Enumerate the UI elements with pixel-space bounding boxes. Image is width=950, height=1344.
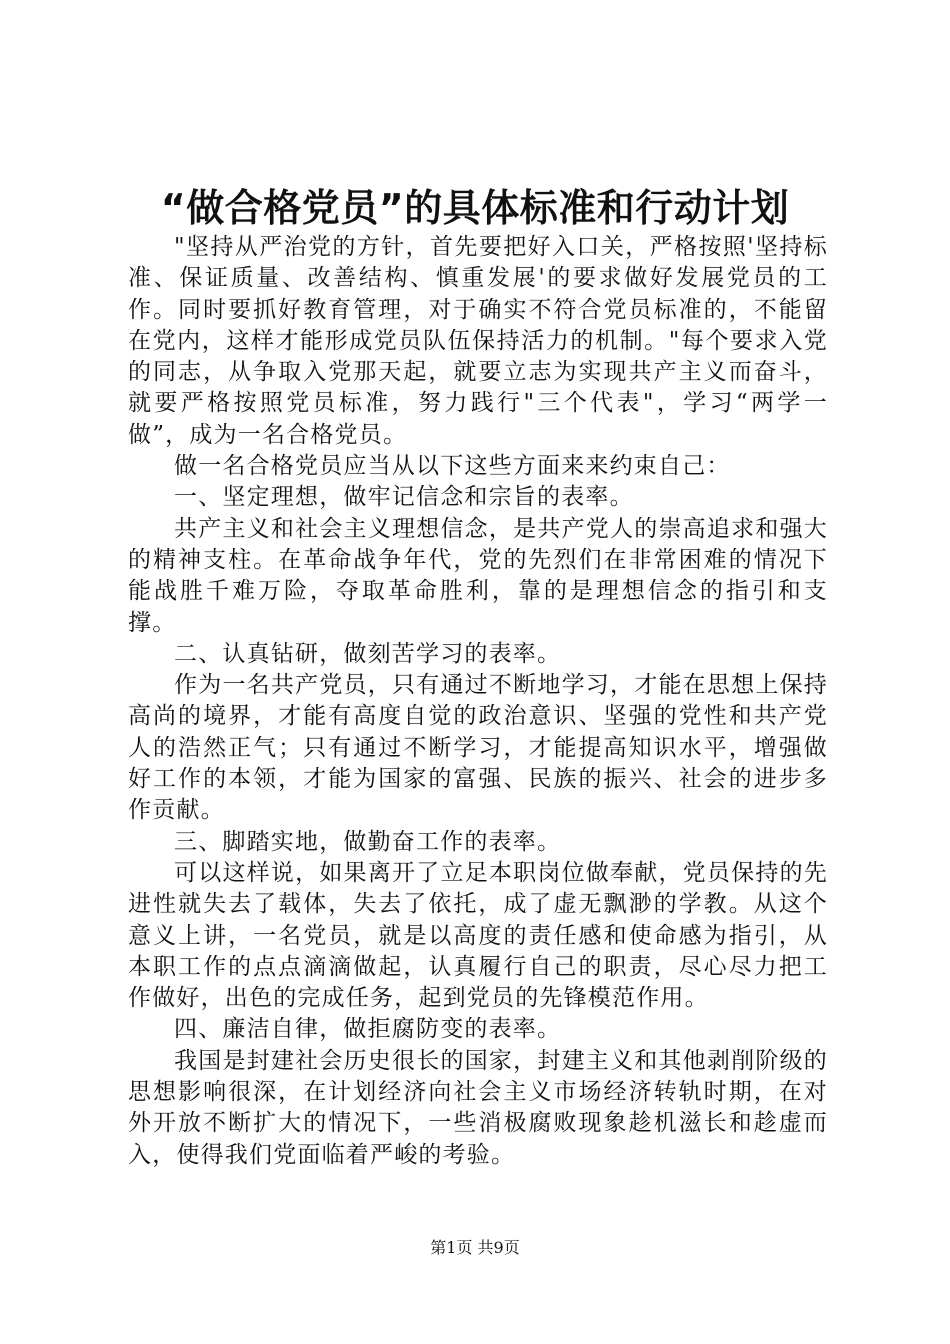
section-heading-3: 三、脚踏实地，做勤奋工作的表率。 bbox=[174, 828, 562, 855]
page-number-footer: 第1页 共9页 bbox=[430, 1238, 520, 1257]
paragraph-section-3: 可以这样说，如果离开了立足本职岗位做奉献，党员保持的先进性就失去了载体，失去了依托，成了虚无飘渺的学教。从这个意义上讲，一名党员，就是以高度的责任感和使命感为指引，从本职工作的点点滴滴做起，认真履行自己的职责，尽心尽力把工作做好，出色的完成任务，起到党员的先锋模范作用。 bbox=[128, 859, 828, 1012]
document-body bbox=[128, 232, 828, 1171]
paragraph-section-2: 作为一名共产党员，只有通过不断地学习，才能在思想上保持高尚的境界，才能有高度自觉的政治意识、坚强的党性和共产党人的浩然正气；只有通过不断学习，才能提高知识水平，增强做好工作的本领，才能为国家的富强、民族的振兴、社会的进步多作贡献。 bbox=[128, 672, 828, 824]
section-heading-1: 一、坚定理想，做牢记信念和宗旨的表率。 bbox=[174, 484, 634, 511]
paragraph-lead-in: 做一名合格党员应当从以下这些方面来来约束自己： bbox=[174, 453, 731, 480]
document-title: “做合格党员”的具体标准和行动计划 bbox=[160, 186, 790, 230]
paragraph-section-1: 共产主义和社会主义理想信念，是共产党人的崇高追求和强大的精神支柱。在革命战争年代，党的先烈们在非常困难的情况下能战胜千难万险，夺取革命胜利，靠的是理想信念的指引和支撑。 bbox=[128, 515, 828, 636]
paragraph-intro: "坚持从严治党的方针，首先要把好入口关，严格按照'坚持标准、保证质量、改善结构、慎重发展'的要求做好发展党员的工作。同时要抓好教育管理，对于确实不符合党员标准的，不能留在党内，这样才能形成党员队伍保持活力的机制。"每个要求入党的同志，从争取入党那天起，就要立志为实现共产主义而奋斗，就要严格按照党员标准，努力践行"三个代表"，学习“两学一做”，成为一名合格党员。 bbox=[128, 234, 828, 448]
paragraph-section-4: 我国是封建社会历史很长的国家，封建主义和其他剥削阶级的思想影响很深，在计划经济向社会主义市场经济转轨时期，在对外开放不断扩大的情况下，一些消极腐败现象趁机滋长和趁虚而入，使得我们党面临着严峻的考验。 bbox=[128, 1047, 828, 1168]
section-heading-4: 四、廉洁自律，做拒腐防变的表率。 bbox=[174, 1016, 562, 1043]
section-heading-2: 二、认真钻研，做刻苦学习的表率。 bbox=[174, 640, 562, 667]
